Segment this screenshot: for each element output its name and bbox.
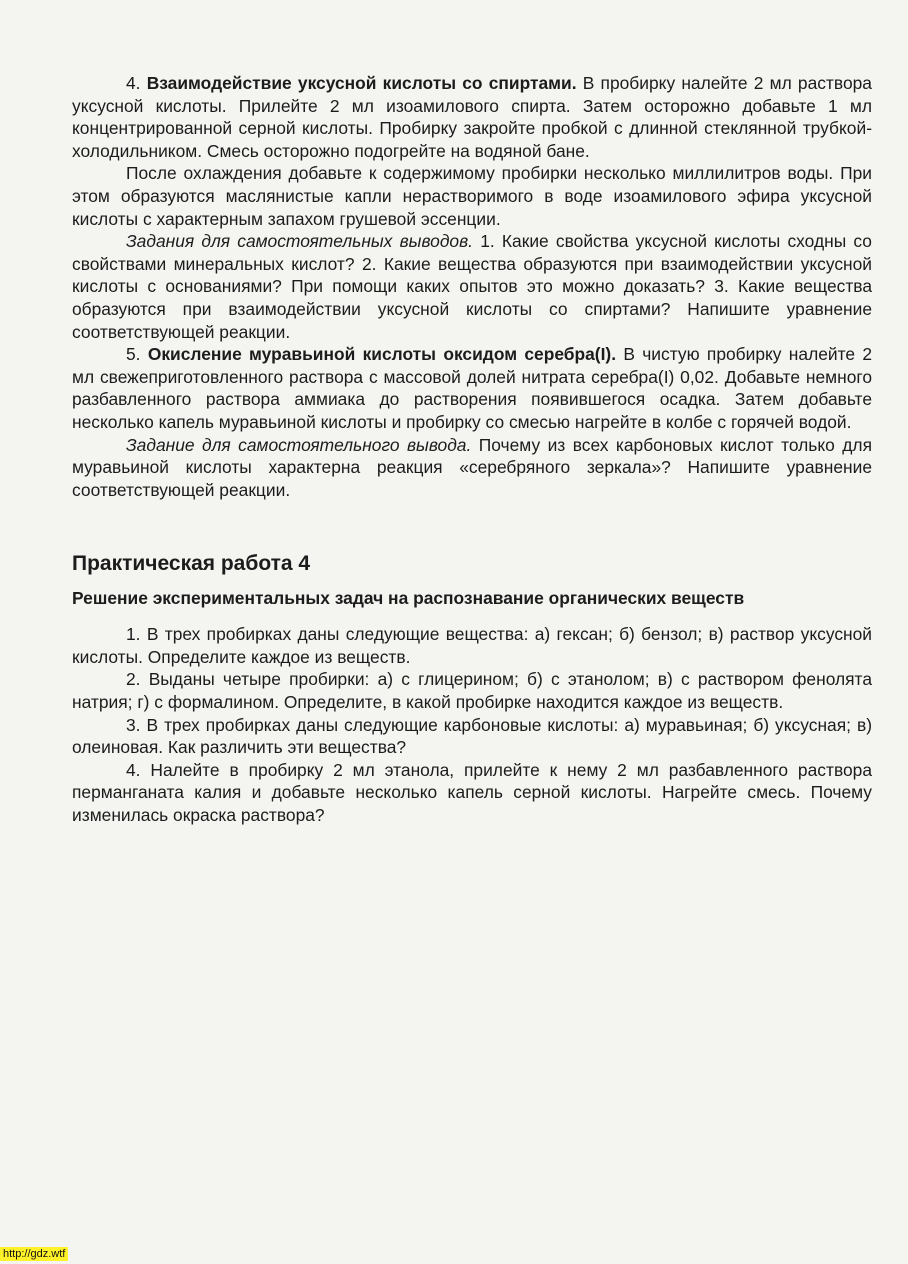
work4-tasks-list: [72, 623, 872, 826]
work4-item-2: 2. Выданы четыре пробирки: а) с глицерином; б) с этанолом; в) с раствором фенолята натрия; г) с формалином. Определите, в какой пробирке находится каждое из веществ.: [72, 669, 872, 713]
exp4-paragraph-2: После охлаждения добавьте к содержимому пробирки несколько миллилитров воды. При этом образуются маслянистые капли нерастворимого в воде изоамилового эфира уксусной кислоты с характерным запахом грушевой эссенции.: [72, 163, 872, 229]
exp4-text: В пробирку налейте 2 мл раствора уксусной кислоты. Прилейте 2 мл изоамилового спирта. Затем осторожно добавьте 1 мл концентрированной серной кислоты. Пробирку закройте пробкой с длинной стеклянной трубкой-холодильником. Смесь осторожно подогрейте на водяной бане.: [72, 73, 872, 161]
exp5-title: Окисление муравьиной кислоты оксидом серебра(I).: [147, 344, 617, 365]
exp4-paragraph: [72, 72, 872, 162]
work4-title: Практическая работа 4: [72, 552, 311, 576]
page-content: [72, 72, 872, 827]
work4-item-1: 1. В трех пробирках даны следующие вещества: а) гексан; б) бензол; в) раствор уксусной кислоты. Определите каждое из веществ.: [72, 624, 872, 667]
exp5-task-text: Почему из всех карбоновых кислот только для муравьиной кислоты характерна реакция «серебряного зеркала»? Напишите уравнение соответствующей реакции.: [72, 434, 872, 500]
exp5-task: [72, 434, 872, 502]
work4-subtitle: Решение экспериментальных задач на распознавание органических веществ: [72, 588, 745, 609]
exp4-number: 4.: [126, 73, 141, 93]
exp4-tasks: [72, 230, 872, 343]
exp5-task-label: Задание для самостоятельного вывода.: [126, 434, 472, 455]
exp5-paragraph: [72, 343, 872, 433]
watermark-link[interactable]: http://gdz.wtf: [0, 1247, 68, 1261]
work4-item-4: 4. Налейте в пробирку 2 мл этанола, прилейте к нему 2 мл разбавленного раствора перманганата калия и добавьте несколько капель серной кислоты. Нагрейте смесь. Почему изменилась окраска раствора?: [72, 759, 872, 826]
exp4-tasks-label: Задания для самостоятельных выводов.: [126, 231, 474, 252]
exp5-text: В чистую пробирку налейте 2 мл свежеприготовленного раствора с массовой долей нитрата серебра(I) 0,02. Добавьте немного разбавленного раствора аммиака до растворения появившегося осадка. Затем добавьте несколько капель муравьиной кислоты и пробирку со смесью нагрейте в колбе с горячей водой.: [72, 344, 872, 432]
exp5-number: 5.: [126, 344, 141, 365]
work4-item-3: 3. В трех пробирках даны следующие карбоновые кислоты: а) муравьиная; б) уксусная; в) олеиновая. Как различить эти вещества?: [72, 714, 872, 758]
exp4-title: Взаимодействие уксусной кислоты со спиртами.: [146, 73, 577, 93]
exp4-tasks-text: 1. Какие свойства уксусной кислоты сходны со свойствами минеральных кислот? 2. Какие вещества образуются при взаимодействии уксусной кислоты с основаниями? При помощи каких опытов это можно доказать? 3. Какие вещества образуются при взаимодействии уксусной кислоты со спиртами? Напишите уравнение соответствующей реакции.: [72, 231, 872, 342]
